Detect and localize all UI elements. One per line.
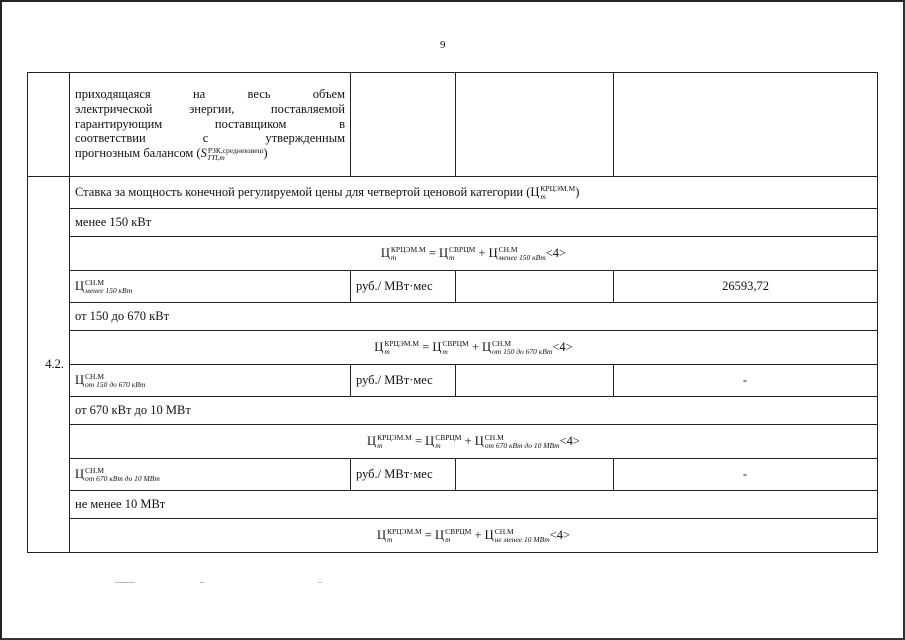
title-text: ): [575, 184, 580, 199]
superscript: СВРЦМ: [445, 527, 472, 537]
formula-indices: [391, 246, 426, 261]
unit-cell: руб./ МВт·мес: [351, 365, 456, 397]
formula-row: [28, 331, 878, 365]
superscript: СВРЦМ: [449, 245, 476, 255]
formula-symbol: Ц: [482, 339, 492, 354]
subscript: не менее 10 МВт: [494, 534, 550, 544]
formula-symbol: Ц: [488, 245, 498, 260]
formula-indices: [442, 340, 468, 355]
text-line: соответствии с утвержденным: [75, 131, 345, 146]
formula-operator: +: [471, 339, 479, 354]
formula-indices: [384, 340, 419, 355]
empty-cell: [456, 365, 614, 397]
superscript: СН.М: [85, 466, 104, 476]
symbol: Ц: [75, 278, 85, 293]
symbol: Ц: [75, 372, 85, 387]
text-line: [75, 146, 345, 162]
subscript: от 150 до 670 кВт: [492, 346, 553, 356]
formula-symbol: Ц: [484, 527, 494, 542]
superscript: СВРЦМ: [442, 339, 469, 349]
group-header-row: [28, 209, 878, 237]
subscript: m: [377, 440, 383, 450]
superscript: КРЦЭМ.М: [386, 527, 422, 537]
formula-symbol: Ц: [374, 339, 384, 354]
superscript: СН.М: [484, 433, 504, 443]
superscript: КРЦЭМ.М: [384, 339, 420, 349]
subscript: от 670 кВт до 10 МВт: [85, 473, 160, 483]
formula: [70, 331, 878, 365]
formula-symbol: Ц: [439, 245, 449, 260]
group-header-row: [28, 303, 878, 331]
formula-symbol: Ц: [367, 433, 377, 448]
formula-operator: +: [474, 527, 482, 542]
tariff-table: [27, 72, 878, 553]
formula-indices: [485, 434, 560, 449]
symbol-indices: [85, 467, 160, 482]
text-line: приходящаяся на весь объем: [75, 87, 345, 102]
table-row: [28, 73, 878, 177]
text-line: гарантирующим поставщиком в: [75, 116, 345, 131]
formula-indices: [495, 528, 550, 543]
formula-operator: =: [428, 245, 436, 260]
formula-row: [28, 425, 878, 459]
section-row: [28, 177, 878, 209]
section-title: [70, 177, 878, 209]
parameter-row: [28, 271, 878, 303]
formula: [70, 425, 878, 459]
symbol-indices: [85, 373, 145, 388]
formula-indices: [449, 246, 475, 261]
subscript: менее 150 кВт: [85, 285, 133, 295]
formula-symbol: Ц: [380, 245, 390, 260]
formula-row: [28, 519, 878, 553]
formula: [70, 519, 878, 553]
parameter-row: [28, 459, 878, 491]
subscript: m: [386, 534, 393, 544]
parameter-symbol: [70, 365, 351, 397]
subscript: m: [435, 440, 441, 450]
formula-operator: =: [424, 527, 432, 542]
subscript: m: [449, 252, 455, 262]
empty-cell: [351, 73, 456, 177]
parameter-row: [28, 365, 878, 397]
group-label: не менее 10 МВт: [70, 491, 878, 519]
page-number: 9: [440, 39, 446, 51]
text-line: электрической энергии, поставляемой: [75, 101, 345, 116]
subscript: m: [442, 346, 448, 356]
parameter-symbol: [70, 271, 351, 303]
superscript: СН.М: [85, 278, 104, 288]
scan-artifact: [115, 582, 135, 583]
footnote-ref: <4>: [552, 339, 573, 354]
formula-symbol: Ц: [425, 433, 435, 448]
subscript: m: [540, 191, 546, 201]
empty-cell: [614, 73, 878, 177]
value-cell: -: [614, 459, 878, 491]
group-label: от 150 до 670 кВт: [70, 303, 878, 331]
footnote-ref: <4>: [549, 527, 571, 542]
superscript: КРЦЭМ.М: [390, 245, 426, 255]
subscript: ГП,m: [207, 153, 225, 163]
symbol-indices: [208, 147, 263, 162]
value-cell: 26593,72: [614, 271, 878, 303]
formula-indices: [492, 340, 552, 355]
formula-indices: [499, 246, 546, 261]
formula-indices: [445, 528, 471, 543]
group-header-row: [28, 397, 878, 425]
formula-indices: [387, 528, 422, 543]
superscript: СВРЦМ: [435, 433, 462, 443]
scan-artifact: [200, 582, 204, 583]
continuation-text: [70, 73, 351, 177]
group-header-row: [28, 491, 878, 519]
formula-row: [28, 237, 878, 271]
formula-indices: [435, 434, 461, 449]
formula-operator: =: [414, 433, 423, 448]
formula-symbol: Ц: [432, 339, 442, 354]
title-text: Ставка за мощность конечной регулируемой цены для четвертой ценовой категории (: [75, 184, 531, 199]
subscript: m: [445, 534, 451, 544]
formula-operator: =: [422, 339, 430, 354]
formula: [70, 237, 878, 271]
footnote-ref: <4>: [545, 245, 567, 260]
superscript: СН.М: [492, 339, 511, 349]
symbol: Ц: [530, 184, 540, 199]
scan-artifact: [318, 582, 322, 583]
number-cell: [28, 73, 70, 177]
unit-cell: руб./ МВт·мес: [351, 271, 456, 303]
superscript: СН.М: [494, 527, 514, 537]
superscript: СН.М: [85, 372, 104, 382]
symbol: S: [200, 146, 207, 161]
superscript: КРЦЭМ.М: [377, 433, 412, 443]
formula-indices: [377, 434, 412, 449]
symbol-indices: [540, 185, 575, 200]
parameter-symbol: [70, 459, 351, 491]
text-fragment: прогнозным балансом (: [75, 146, 201, 161]
footnote-ref: <4>: [559, 433, 580, 448]
formula-symbol: Ц: [435, 527, 445, 542]
superscript: СН.М: [498, 245, 518, 255]
symbol: Ц: [75, 466, 85, 481]
unit-cell: руб./ МВт·мес: [351, 459, 456, 491]
group-label: от 670 кВт до 10 МВт: [70, 397, 878, 425]
symbol-indices: [85, 279, 132, 294]
subscript: m: [390, 252, 397, 262]
subscript: от 150 до 670 кВт: [85, 379, 146, 389]
group-label: менее 150 кВт: [70, 209, 878, 237]
subscript: от 670 кВт до 10 МВт: [484, 440, 560, 450]
text-fragment: ): [263, 146, 268, 161]
empty-cell: [456, 271, 614, 303]
subscript: m: [384, 346, 390, 356]
formula-operator: +: [464, 433, 472, 448]
value-cell: -: [614, 365, 878, 397]
superscript: КРЦЭМ.М: [540, 184, 576, 194]
section-number: 4.2.: [28, 177, 70, 553]
empty-cell: [456, 73, 614, 177]
subscript: менее 150 кВт: [498, 252, 546, 262]
formula-symbol: Ц: [474, 433, 484, 448]
formula-operator: +: [478, 245, 486, 260]
formula-symbol: Ц: [376, 527, 386, 542]
superscript: РЗК,средневзвеш: [207, 145, 264, 155]
empty-cell: [456, 459, 614, 491]
